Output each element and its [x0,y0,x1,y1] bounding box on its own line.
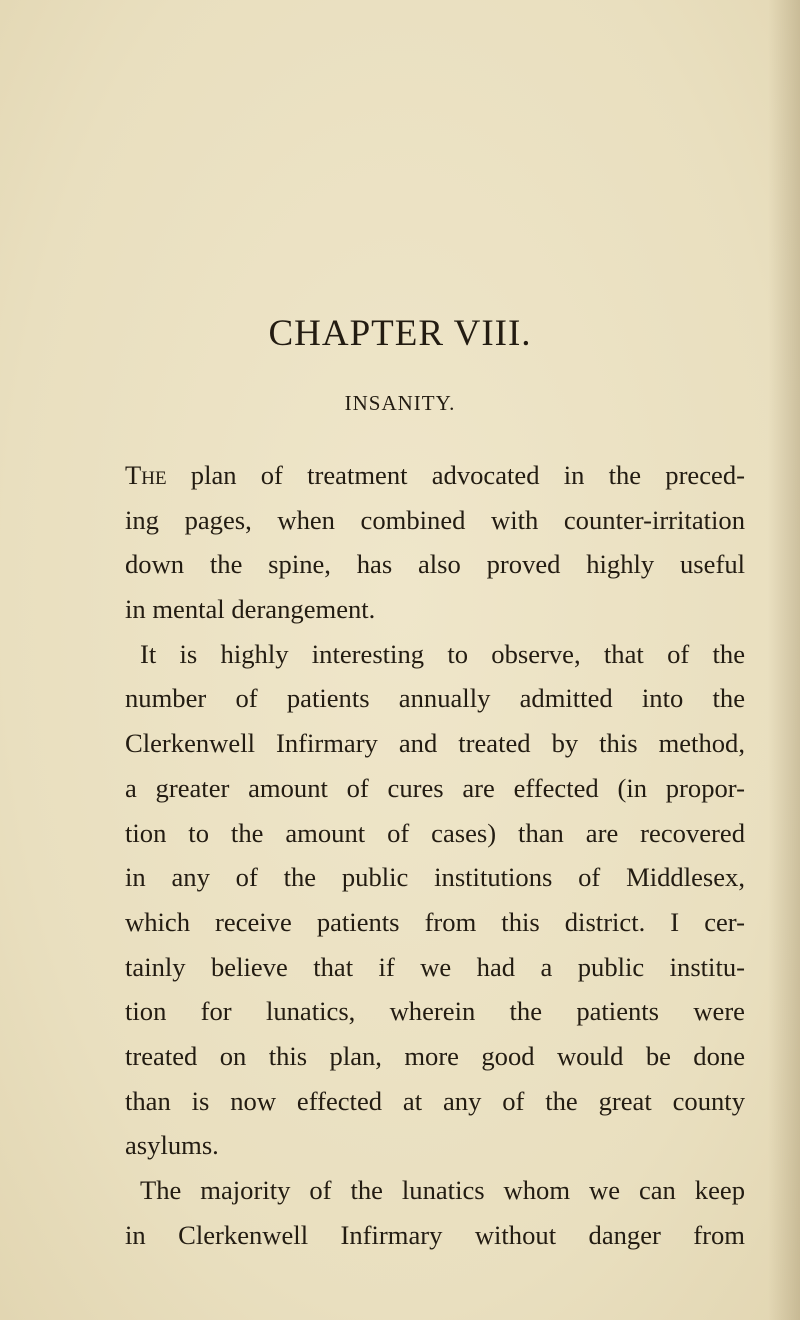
text-line: Clerkenwell Infirmary and treated by this method, [125,728,745,759]
text-line: tion for lunatics, wherein the patients were [125,996,745,1027]
text-line: down the spine, has also proved highly useful [125,549,745,580]
text-line: ing pages, when combined with counter-irritation [125,504,745,535]
text-line: which receive patients from this district. I cer- [125,906,745,937]
text-line: in any of the public institutions of Middlesex, [125,862,745,893]
text-line: than is now effected at any of the great county [125,1085,745,1116]
section-title: INSANITY. [344,391,456,415]
text-line: in mental derangement. [125,594,376,625]
lead-word: The [125,460,167,490]
text-line: treated on this plan, more good would be done [125,1040,745,1071]
chapter-title: CHAPTER VIII. [268,313,532,354]
text-line: a greater amount of cures are effected (in propor- [125,772,745,803]
text-line: The majority of the lunatics whom we can keep [140,1175,745,1205]
line-text: plan of treatment advocated in the preced- [166,460,745,490]
text-line: asylums. [125,1130,219,1161]
body-text [125,453,745,1257]
text-line: number of patients annually admitted into the [125,683,745,714]
text-line: in Clerkenwell Infirmary without danger from [125,1219,745,1250]
text-line: tainly believe that if we had a public institu- [125,951,745,982]
text-line: It is highly interesting to observe, that of the [140,638,745,669]
text-line [125,453,745,498]
text-line: tion to the amount of cases) than are recovered [125,817,745,848]
